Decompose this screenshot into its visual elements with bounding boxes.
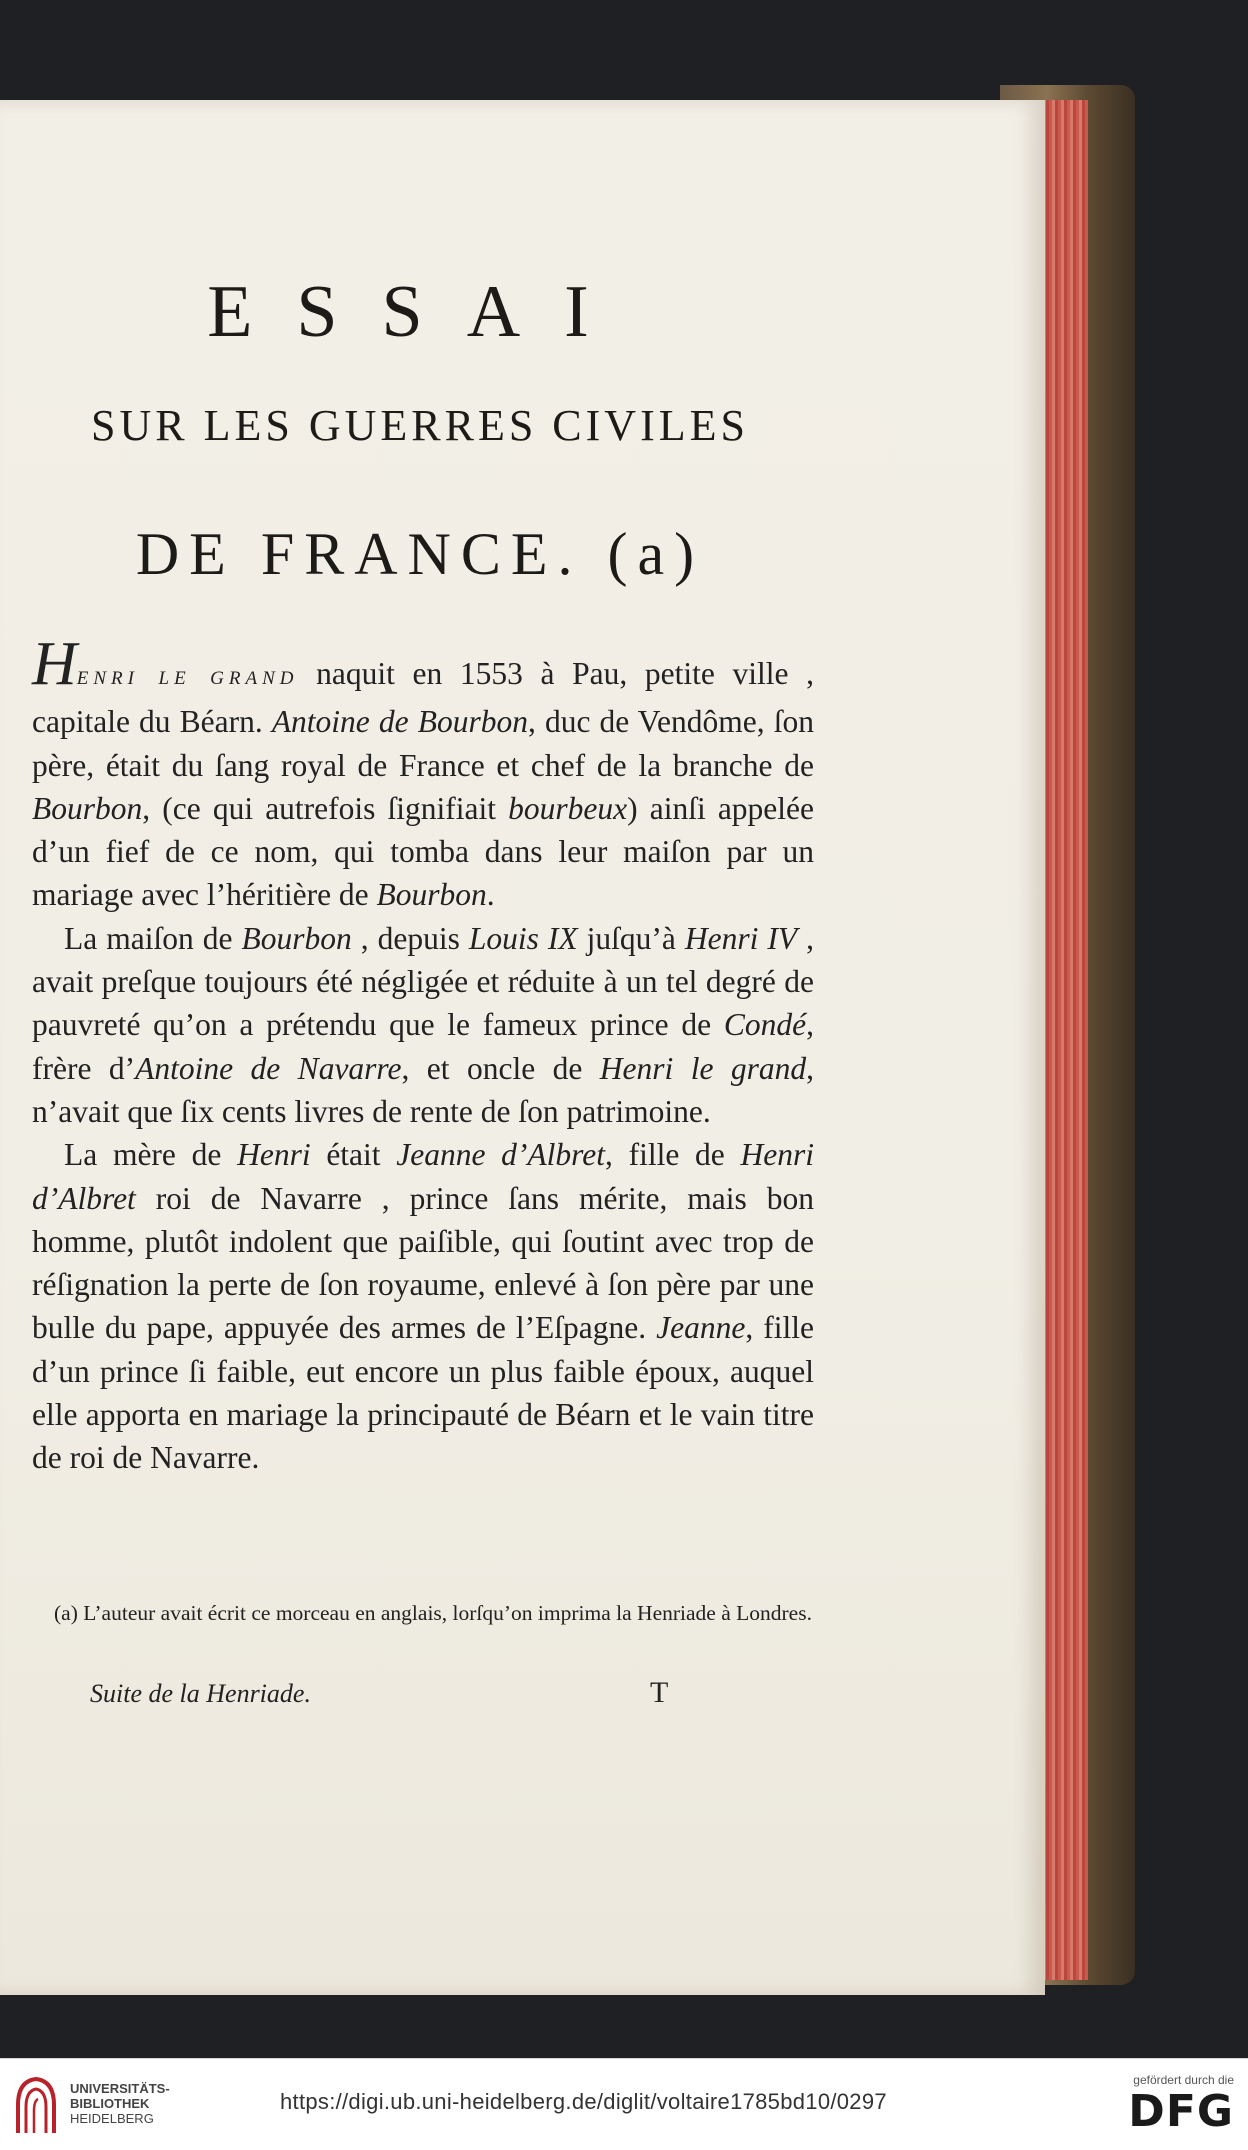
library-name[interactable] bbox=[70, 2081, 170, 2126]
text-run: La mère de bbox=[64, 1137, 238, 1173]
italic-run: Antoine de Navarre bbox=[135, 1050, 402, 1086]
funding-credit[interactable] bbox=[1128, 2073, 1234, 2137]
text-run: était bbox=[310, 1137, 397, 1173]
footnote: (a) L’auteur avait écrit ce morceau en anglais, lorſqu’on imprima la Henriade à Londres. bbox=[54, 1601, 812, 1625]
text-run: , depuis bbox=[351, 920, 469, 956]
funding-label: gefördert durch die bbox=[1133, 2073, 1234, 2087]
signature-line: Suite de la Henriade. bbox=[90, 1679, 311, 1708]
permalink-url[interactable]: https://digi.ub.uni-heidelberg.de/diglit/voltaire1785bd10/0297 bbox=[280, 2089, 887, 2114]
italic-run: Bourbon bbox=[32, 790, 143, 826]
text-run: La maiſon de bbox=[64, 920, 242, 956]
text-run: , frère d’ bbox=[32, 1007, 814, 1086]
viewer-footer bbox=[0, 2058, 1248, 2150]
body-text bbox=[32, 630, 815, 1480]
signature-mark: T bbox=[650, 1676, 669, 1709]
italic-run: Henri le grand bbox=[599, 1050, 807, 1086]
paragraph-3 bbox=[32, 1133, 814, 1479]
text-run: roi de Navarre , prince ſans mérite, mais bon homme, plutôt indolent que paiſible, qui ſoutint avec trop de réſignation la perte de ſon royaume, enlevé à ſon père par une bulle du pape, appuyée des armes de l’Eſpagne. bbox=[32, 1180, 814, 1346]
italic-run: Louis IX bbox=[468, 920, 578, 956]
page-title: ESSAI bbox=[207, 271, 633, 353]
text-run: ) ainſi appelée d’un fief de ce nom, qui tomba dans leur maiſon par un mariage avec l’héritière de bbox=[32, 790, 815, 913]
page-edges bbox=[1040, 100, 1088, 1980]
paragraph-2 bbox=[32, 917, 814, 1133]
italic-run: Henri IV bbox=[684, 920, 798, 956]
paragraph-1 bbox=[32, 630, 815, 917]
text-run: , (ce qui autrefois ſignifiait bbox=[142, 790, 509, 826]
text-run: , avait preſque toujours été négligée et réduite à un tel degré de pauvreté qu’on a prétendu que le fameux prince de bbox=[32, 920, 815, 1043]
italic-run: Bourbon bbox=[241, 920, 352, 956]
italic-run: Antoine de Bourbon bbox=[271, 704, 528, 740]
italic-run: Condé bbox=[723, 1007, 807, 1043]
text-run: . bbox=[486, 877, 495, 913]
library-name-line: BIBLIOTHEK bbox=[70, 2096, 150, 2111]
dfg-logo: DFG bbox=[1128, 2086, 1234, 2137]
italic-run: Henri d’Albret bbox=[32, 1137, 815, 1216]
text-run: juſqu’à bbox=[577, 920, 685, 956]
italic-run: Bourbon bbox=[376, 877, 487, 913]
small-caps-name: ENRI LE GRAND bbox=[76, 668, 299, 689]
text-run: , duc de Vendôme, ſon père, était du ſang royal de France et chef de la branche de bbox=[32, 704, 814, 783]
library-name-line: UNIVERSITÄTS- bbox=[70, 2081, 170, 2096]
library-logo-icon[interactable] bbox=[14, 2075, 58, 2137]
text-run: , n’avait que ſix cents livres de rente de ſon patrimoine. bbox=[32, 1050, 814, 1129]
italic-run: Jeanne d’Albret bbox=[396, 1137, 605, 1173]
text-run: , fille de bbox=[605, 1137, 741, 1173]
text-run: , fille d’un prince ſi faible, eut encore un plus faible époux, auquel elle apporta en mariage la principauté de Béarn et le vain titre de roi de Navarre. bbox=[32, 1310, 814, 1476]
text-run: , et oncle de bbox=[401, 1050, 600, 1086]
page-subtitle-2: DE FRANCE. (a) bbox=[135, 521, 705, 587]
italic-run: Henri bbox=[237, 1137, 311, 1173]
italic-run: Jeanne bbox=[656, 1310, 746, 1346]
italic-run: bourbeux bbox=[508, 790, 628, 826]
text-run: naquit en 1553 à Pau, petite ville , capitale du Béarn. bbox=[32, 656, 814, 740]
drop-cap: H bbox=[32, 630, 77, 698]
library-name-line: HEIDELBERG bbox=[70, 2111, 154, 2126]
page-subtitle: SUR LES GUERRES CIVILES bbox=[91, 401, 749, 450]
